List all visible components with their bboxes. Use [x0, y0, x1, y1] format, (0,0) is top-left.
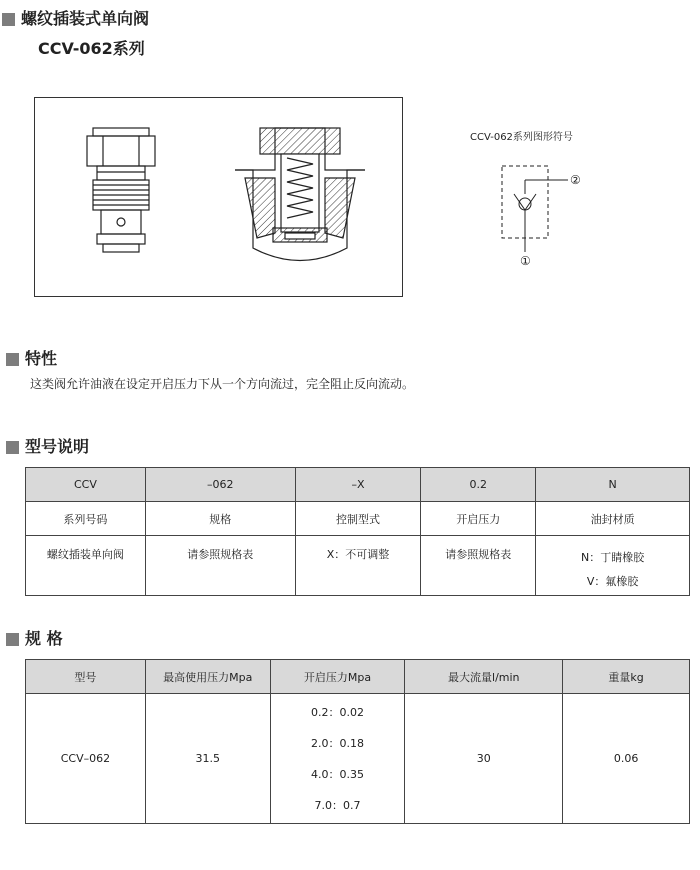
square-bullet-icon — [6, 353, 19, 366]
model-name-cell: 系列号码 — [26, 502, 146, 536]
model-detail-cell — [536, 536, 690, 596]
model-title: 型号说明 — [25, 437, 90, 456]
features-title: 特性 — [25, 349, 58, 368]
crack-value: 4.0：0.35 — [311, 767, 364, 781]
specs-title: 规 格 — [25, 629, 63, 648]
model-name-cell: 油封材质 — [536, 502, 690, 536]
crack-value: 7.0：0.7 — [314, 798, 361, 812]
hydraulic-symbol — [470, 128, 630, 278]
features-description: 这类阀允许油液在设定开启压力下从一个方向流过，完全阻止反向流动。 — [30, 377, 415, 391]
seal-option: N：丁睛橡胶 — [580, 551, 645, 564]
model-code-cell: CCV — [26, 468, 146, 502]
port-2-label: ② — [570, 173, 581, 187]
model-name-cell: 规格 — [145, 502, 295, 536]
specs-table — [25, 659, 690, 824]
model-table — [25, 467, 690, 596]
spec-header-cell: 最大流量l/min — [405, 660, 563, 694]
check-valve-symbol-svg — [470, 128, 630, 278]
model-code-cell: –X — [295, 468, 421, 502]
page-title — [2, 6, 149, 29]
square-bullet-icon — [2, 13, 15, 26]
technical-drawing — [34, 97, 403, 297]
model-heading — [6, 434, 89, 457]
spec-header-cell: 最高使用压力Mpa — [145, 660, 270, 694]
square-bullet-icon — [6, 441, 19, 454]
spec-header-cell: 开启压力Mpa — [270, 660, 405, 694]
spec-model-cell: CCV–062 — [26, 694, 146, 824]
title-text: 螺纹插装式单向阀 — [21, 9, 150, 28]
model-detail-cell: 请参照规格表 — [145, 536, 295, 596]
square-bullet-icon — [6, 633, 19, 646]
valve-drawing-svg — [35, 98, 402, 296]
valve-external-view — [87, 128, 155, 252]
specs-heading — [6, 626, 63, 649]
valve-section-view — [235, 128, 365, 261]
spec-crack-cell — [270, 694, 405, 824]
spec-header-cell: 重量kg — [563, 660, 690, 694]
spec-header-cell: 型号 — [26, 660, 146, 694]
model-code-cell: 0.2 — [421, 468, 536, 502]
model-code-cell: –062 — [145, 468, 295, 502]
spec-pressure-cell: 31.5 — [145, 694, 270, 824]
symbol-label: CCV-062系列图形符号 — [470, 132, 573, 143]
model-name-cell: 控制型式 — [295, 502, 421, 536]
crack-value: 0.2：0.02 — [311, 705, 364, 719]
features-heading — [6, 346, 57, 369]
seal-option: V：氟橡胶 — [586, 575, 639, 588]
model-name-cell: 开启压力 — [421, 502, 536, 536]
model-detail-cell: 螺纹插装单向阀 — [26, 536, 146, 596]
spec-weight-cell: 0.06 — [563, 694, 690, 824]
model-detail-cell: 请参照规格表 — [421, 536, 536, 596]
model-code-cell: N — [536, 468, 690, 502]
page-subtitle: CCV-062系列 — [38, 39, 145, 58]
model-detail-cell: X：不可调整 — [295, 536, 421, 596]
spec-flow-cell: 30 — [405, 694, 563, 824]
crack-value: 2.0：0.18 — [311, 736, 364, 750]
port-1-label: ① — [520, 254, 531, 268]
